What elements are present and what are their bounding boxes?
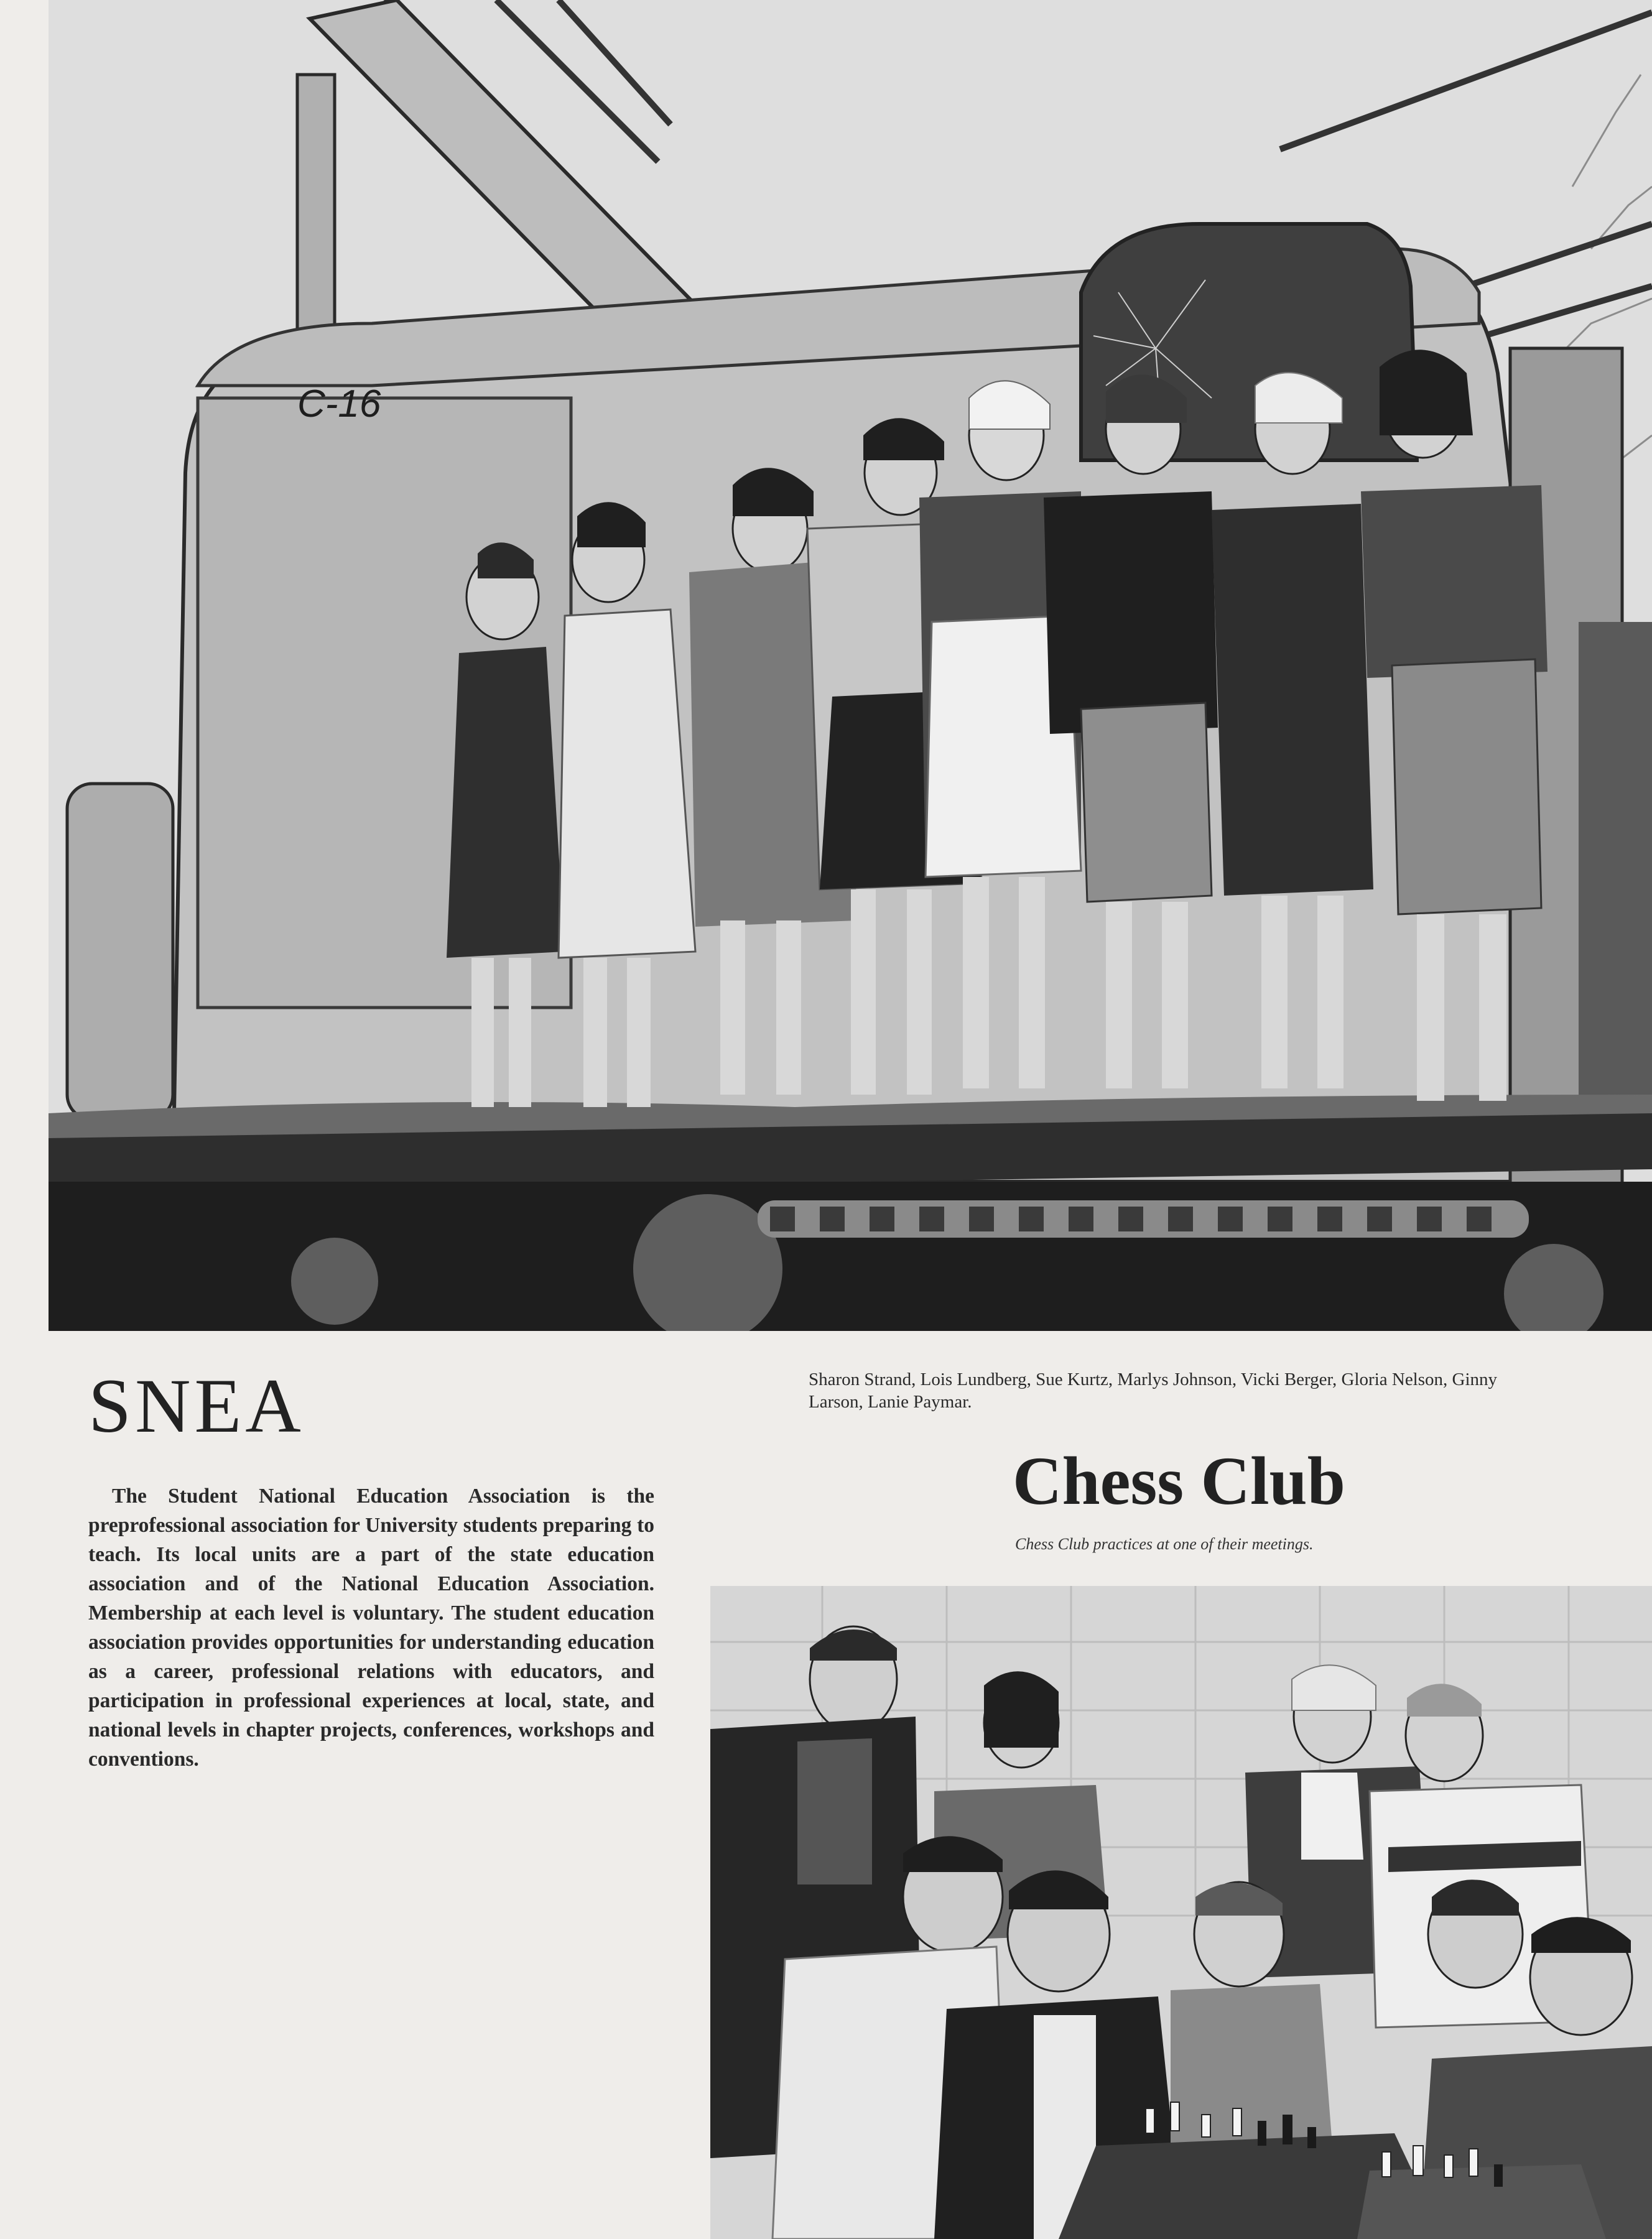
- chess-club-caption: Chess Club practices at one of their meetings.: [1015, 1535, 1314, 1553]
- snea-photo-caption: Sharon Strand, Lois Lundberg, Sue Kurtz, Marlys Johnson, Vicki Berger, Gloria Nelson, Ginny Larson, Lanie Paymar.: [809, 1370, 1498, 1412]
- snea-description: The Student National Education Association is the preprofessional association for University students preparing to teach. Its local units are a part of the state education association and of the National Education Association. Membership at each level is voluntary. The student education association provides opportunities for understanding education as a career, professional relations with educators, and participation in professional experiences at local, state, and national levels in chapter projects, conferences, workshops and conventions.: [88, 1485, 654, 1771]
- crane-marking: C-16: [297, 382, 381, 425]
- chess-club-photo: [710, 1586, 1652, 2239]
- chess-club-heading: Chess Club: [1013, 1443, 1345, 1519]
- snea-heading: SNEA: [88, 1363, 305, 1449]
- snea-group-photo: [49, 0, 1652, 1331]
